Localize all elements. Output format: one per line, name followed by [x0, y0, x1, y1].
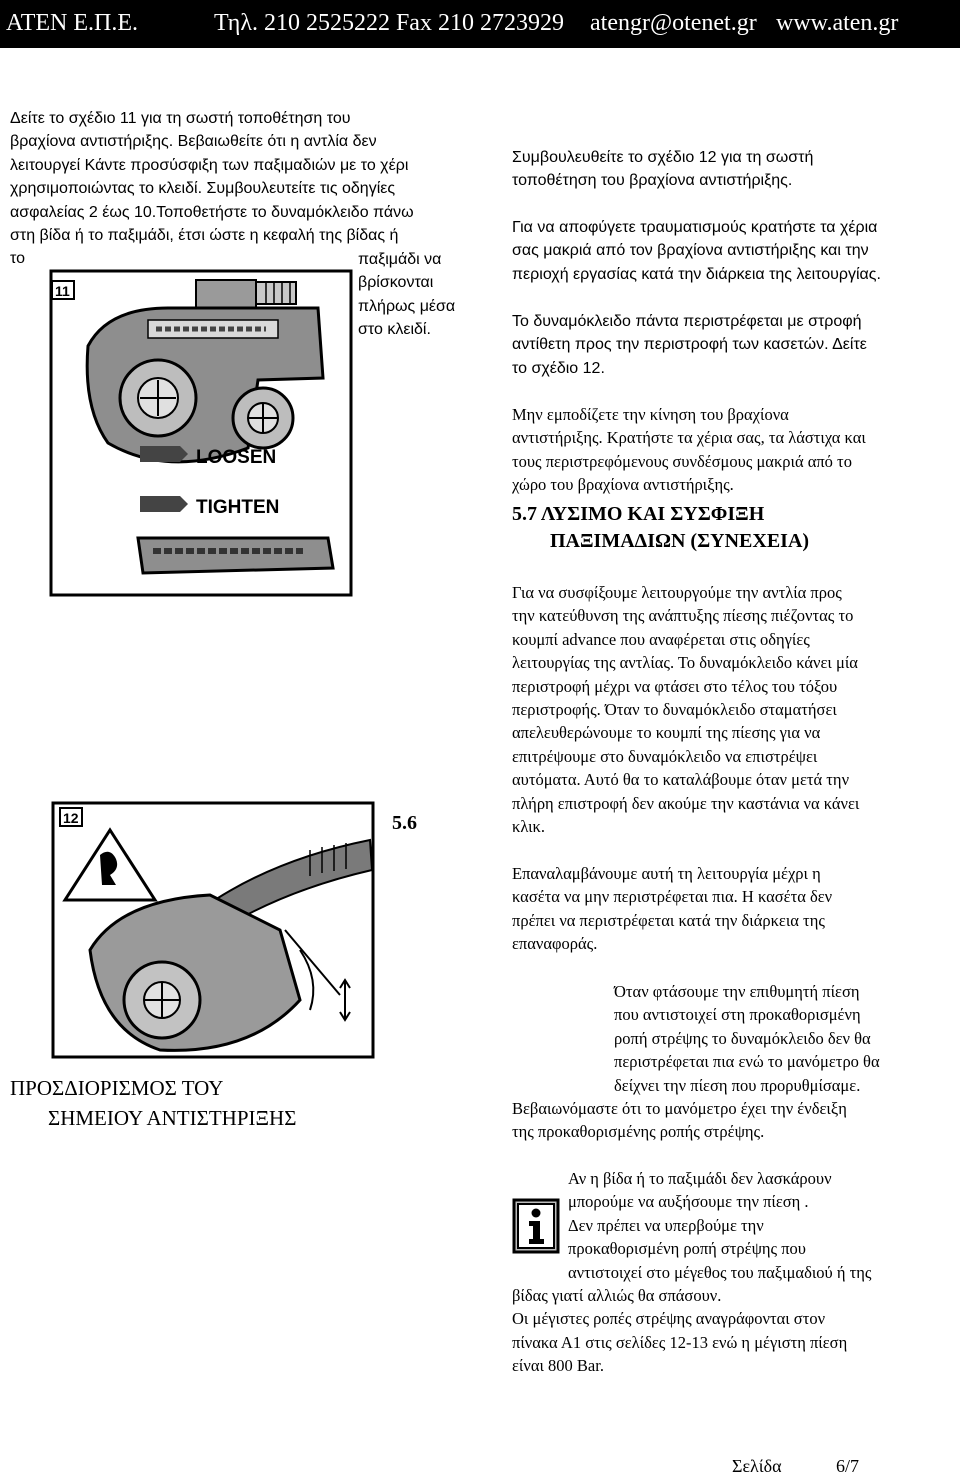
- title-line: 5.7 ΛΥΣΙΜΟ ΚΑΙ ΣΥΣΦΙΞΗ: [512, 503, 765, 525]
- figure-11-wrench-diagram: [48, 268, 354, 598]
- text-line: Μην εμποδίζετε την κίνηση του βραχίονα: [512, 405, 789, 424]
- info-note: [512, 1167, 957, 1378]
- contact-email: atengr@otenet.gr: [590, 10, 757, 36]
- text-line: Συμβουλευθείτε το σχέδιο 12 για τη σωστή: [512, 149, 814, 166]
- left-intro-paragraph: [10, 107, 480, 271]
- text-line: μπορούμε να αυξήσουμε την πίεση .: [568, 1192, 809, 1212]
- text-line: δείχνει την πίεση που προρυθμίσαμε.: [614, 1075, 861, 1095]
- text-line: περιστροφή μέχρι να φτάσει στο τέλος του τόξου: [512, 676, 838, 696]
- right-paragraph-2: [512, 216, 957, 286]
- right-paragraph-7: [512, 980, 957, 1144]
- text-line: Όταν φτάσουμε την επιθυμητή πίεση: [614, 982, 860, 1001]
- title-line: ΠΑΞΙΜΑΔΙΩΝ (ΣΥΝΕΧΕΙΑ): [550, 530, 810, 552]
- tighten-label: TIGHTEN: [196, 497, 280, 518]
- section-5-6-title: [10, 1073, 296, 1133]
- right-paragraph-1: [512, 146, 957, 193]
- text-line: είναι 800 Bar.: [512, 1356, 604, 1376]
- loosen-arrow-icon: [140, 446, 188, 462]
- text-line: βίδας γιατί αλλιώς θα σπάσουν.: [512, 1286, 722, 1306]
- footer-page-number: 6/7: [836, 1456, 860, 1476]
- page-header: [0, 0, 960, 48]
- text-line: αυτόματα. Αυτό θα το καταλάβουμε όταν μετά την: [512, 770, 850, 790]
- text-line: τοποθέτηση του βραχίονα αντιστήριξης.: [512, 172, 793, 190]
- text-line: το: [10, 250, 25, 268]
- text-line: ροπή στρέψης το δυναμόκλειδο δεν θα: [614, 1028, 871, 1048]
- section-5-6-number: 5.6: [392, 812, 417, 834]
- text-line: το σχέδιο 12.: [512, 359, 605, 377]
- footer-page-label: Σελίδα: [732, 1456, 782, 1476]
- text-line: χρησιμοποιώντας το κλειδί. Συμβουλευτείτε τις οδηγίες: [10, 180, 396, 198]
- right-paragraph-4: [512, 403, 957, 497]
- section-5-7-title: [512, 501, 952, 555]
- text-line: Δείτε το σχέδιο 11 για τη σωστή τοποθέτηση του: [10, 110, 351, 127]
- text-line: Για να συσφίξουμε λειτουργούμε την αντλία προς: [512, 583, 842, 602]
- text-line: στη βίδα ή το παξιμάδι, έτσι ώστε η κεφαλή της βίδας ή: [10, 227, 399, 245]
- text-line: λειτουργίας της αντλίας. Το δυναμόκλειδο κάνει μία: [512, 653, 858, 673]
- text-line: αντίθετη προς την περιστροφή των κασετών. Δείτε: [512, 336, 867, 354]
- right-paragraph-3: [512, 310, 957, 380]
- text-line: τους περιστρεφόμενους συνδέσμους μακριά από το: [512, 451, 852, 471]
- text-line: πίνακα Α1 στις σελίδες 12-13 ενώ η μέγιστη πίεση: [512, 1332, 848, 1352]
- tighten-arrow-icon: [140, 496, 188, 512]
- text-line: στο κλειδί.: [358, 321, 431, 339]
- text-line: πλήρως μέσα: [358, 297, 456, 315]
- lower-wrench-body: [138, 538, 333, 573]
- left-side-text: [358, 248, 478, 342]
- title-line: ΣΗΜΕΙΟΥ ΑΝΤΙΣΤΗΡΙΞΗΣ: [48, 1106, 297, 1130]
- right-paragraph-5: [512, 581, 957, 838]
- text-line: κασέτα να μην περιστρέφεται πια. Η κασέτα δεν: [512, 887, 833, 907]
- text-line: Βεβαιωνόμαστε ότι το μανόμετρο έχει την ένδειξη: [512, 1099, 847, 1119]
- right-paragraph-6: [512, 862, 957, 956]
- text-line: περιστροφής. Όταν το δυναμόκλειδο σταματήσει: [512, 700, 837, 720]
- text-line: περιστρέφεται πια ενώ το μανόμετρο θα: [614, 1052, 880, 1072]
- figure-number: 12: [63, 810, 79, 826]
- company-name: ΑΤΕΝ Ε.Π.Ε.: [6, 10, 138, 36]
- text-line: Για να αποφύγετε τραυματισμούς κρατήστε τα χέρια: [512, 219, 878, 236]
- text-line: της προκαθορισμένης ροπής στρέψης.: [512, 1122, 765, 1142]
- text-line: πλήρη επιστροφή δεν ακούμε την καστάνια να κάνει: [512, 793, 860, 813]
- text-line: κουμπί advance που αναφέρεται στις οδηγίες: [512, 629, 810, 649]
- swivel-block: [196, 280, 256, 308]
- figure-number: 11: [55, 283, 70, 299]
- text-line: την κατεύθυνση της ανάπτυξης πίεσης πιέζοντας το: [512, 606, 854, 626]
- website: www.aten.gr: [776, 10, 899, 36]
- text-line: ασφαλείας 2 έως 10.Τοποθετήστε το δυναμόκλειδο πάνω: [10, 203, 414, 221]
- text-line: κλικ.: [512, 817, 545, 837]
- text-line: λειτουργεί Κάντε προσύσφιξη των παξιμαδιών με το χέρι: [10, 156, 409, 174]
- text-line: Δεν πρέπει να υπερβούμε την: [568, 1215, 764, 1235]
- contact-phone: Τηλ. 210 2525222 Fax 210 2723929: [214, 10, 564, 36]
- title-line: ΠΡΟΣΔΙΟΡΙΣΜΟΣ ΤΟΥ: [10, 1076, 224, 1100]
- text-line: περιοχή εργασίας κατά την διάρκεια της λειτουργίας.: [512, 265, 881, 283]
- text-line: αντιστήριξης. Κρατήστε τα χέρια σας, τα λάστιχα και: [512, 428, 866, 448]
- text-line: σας μακριά από τον βραχίονα αντιστήριξης και την: [512, 242, 869, 260]
- text-line: Οι μέγιστες ροπές στρέψης αναγράφονται στον: [512, 1309, 826, 1329]
- text-line: πρέπει να περιστρέφεται κατά την διάρκεια της: [512, 910, 825, 930]
- text-line: επαναφοράς.: [512, 934, 598, 954]
- text-line: παξιμάδι να: [358, 251, 442, 268]
- loosen-label: LOOSEN: [196, 447, 277, 468]
- text-line: προκαθορισμένη ροπή στρέψης που: [568, 1239, 806, 1259]
- text-line: που αντιστοιχεί στη προκαθορισμένη: [614, 1005, 861, 1025]
- text-line: Το δυναμόκλειδο πάντα περιστρέφεται με στροφή: [512, 313, 862, 330]
- text-line: απελευθερώνουμε το κουμπί της πίεσης για να: [512, 723, 821, 743]
- text-line: Αν η βίδα ή το παξιμάδι δεν λασκάρουν: [568, 1169, 832, 1188]
- text-line: επιτρέψουμε στο δυναμόκλειδο να επιστρέψει: [512, 746, 818, 766]
- text-line: αντιστοιχεί στο μέγεθος του παξιμαδιού ή της: [568, 1262, 872, 1282]
- figure-12-reaction-arm-diagram: [50, 800, 376, 1060]
- text-line: Επαναλαμβάνουμε αυτή τη λειτουργία μέχρι η: [512, 864, 821, 883]
- text-line: χώρο του βραχίονα αντιστήριξης.: [512, 475, 734, 495]
- text-line: βρίσκονται: [358, 274, 434, 292]
- text-line: βραχίονα αντιστήριξης. Βεβαιωθείτε ότι η αντλία δεν: [10, 133, 377, 151]
